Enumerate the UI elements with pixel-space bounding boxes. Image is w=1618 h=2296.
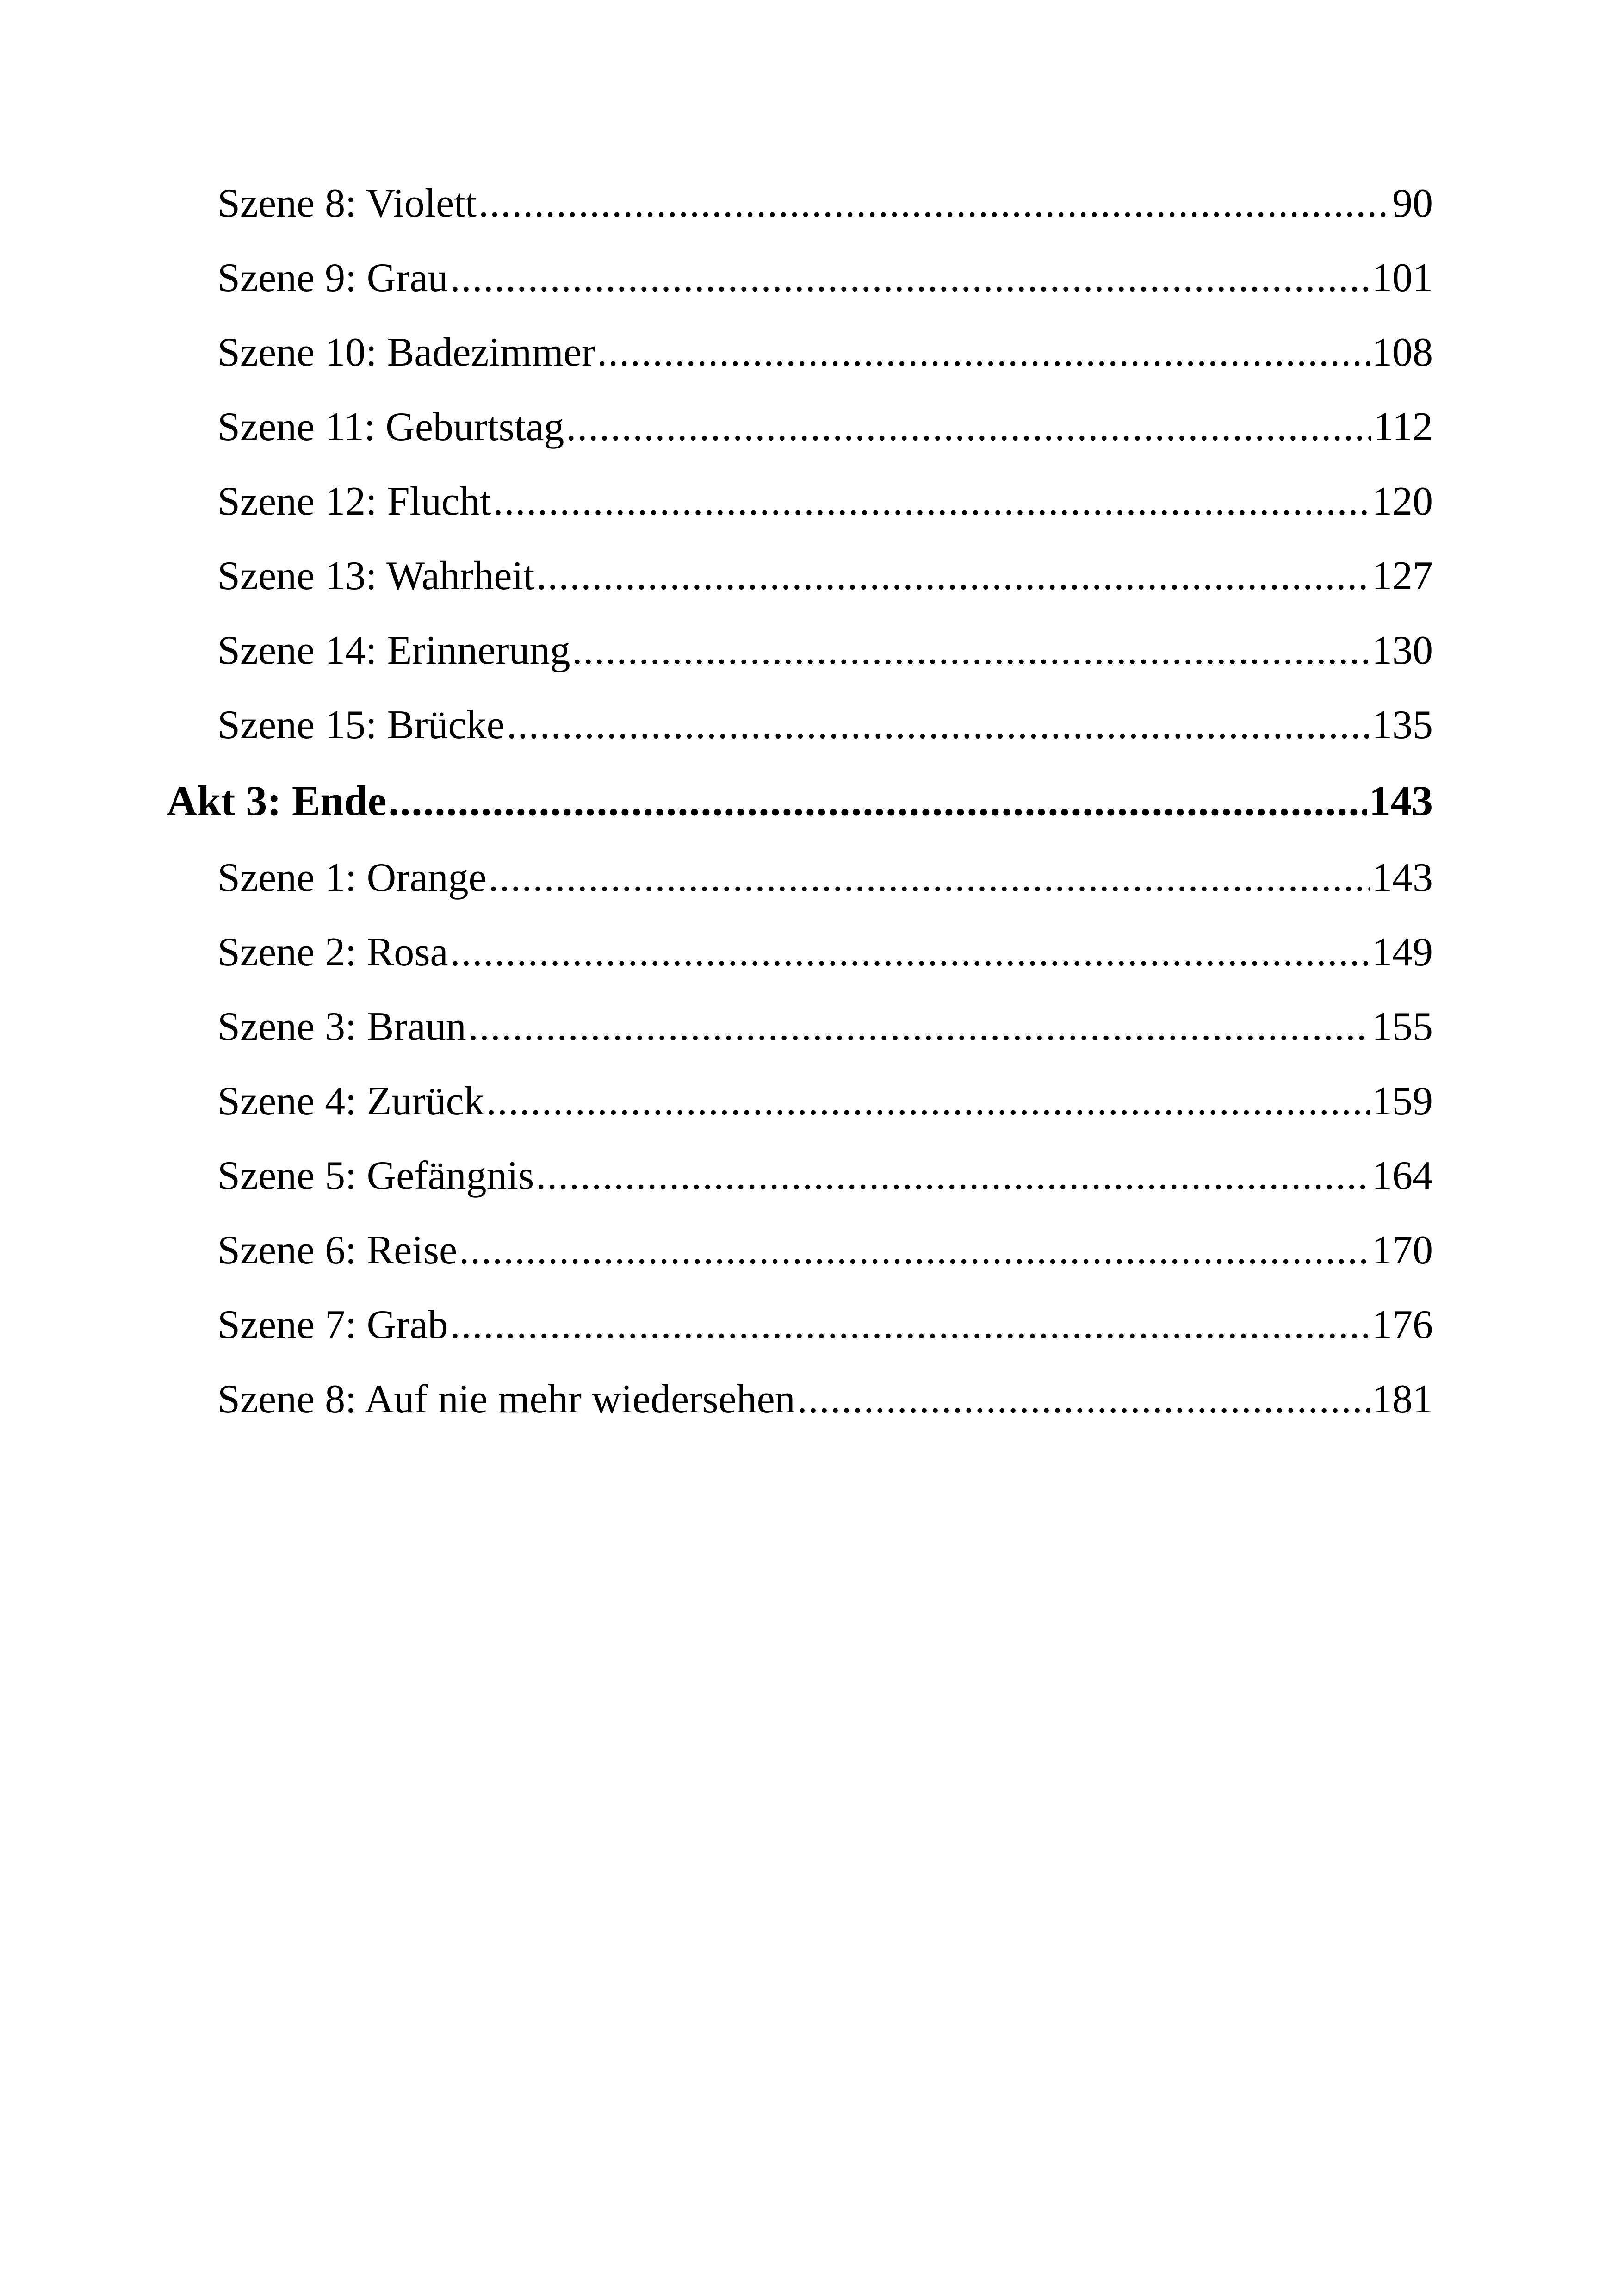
toc-page-number: 159 <box>1372 1079 1433 1124</box>
toc-entry-label: Szene 1: Orange <box>217 855 487 900</box>
toc-entry-label: Szene 11: Geburtstag <box>217 404 564 449</box>
toc-page-number: 112 <box>1373 404 1433 449</box>
toc-page-number: 170 <box>1372 1228 1433 1273</box>
toc-dot-leader <box>450 925 1370 980</box>
toc-dot-leader <box>797 1372 1370 1427</box>
toc-page-number: 120 <box>1372 479 1433 524</box>
toc-entry[interactable] <box>217 1372 1433 1427</box>
toc-entry-label: Szene 15: Brücke <box>217 703 505 747</box>
toc-entry[interactable] <box>217 925 1433 980</box>
toc-entry-label: Szene 9: Grau <box>217 255 448 300</box>
toc-entry[interactable] <box>217 1074 1433 1129</box>
toc-entry-label: Szene 8: Violett <box>217 181 477 226</box>
toc-dot-leader <box>536 548 1370 604</box>
toc-entry-label: Szene 4: Zurück <box>217 1079 484 1124</box>
toc-entry[interactable] <box>217 325 1433 380</box>
toc-page-number: 90 <box>1392 181 1433 226</box>
toc-dot-leader <box>566 399 1371 455</box>
toc-page-number: 143 <box>1372 855 1433 900</box>
toc-entry[interactable] <box>217 850 1433 906</box>
toc-entry-label: Szene 3: Braun <box>217 1004 466 1049</box>
toc-dot-leader <box>478 176 1390 231</box>
toc-page-number: 143 <box>1369 777 1433 824</box>
toc-entry[interactable] <box>217 548 1433 604</box>
toc-entry-label: Szene 7: Grab <box>217 1302 448 1347</box>
toc-entry[interactable] <box>217 176 1433 231</box>
toc-entry-label: Szene 8: Auf nie mehr wiedersehen <box>217 1377 795 1422</box>
toc-dot-leader <box>536 1148 1370 1204</box>
toc-page-number: 101 <box>1372 255 1433 300</box>
toc-entry[interactable] <box>217 697 1433 753</box>
toc-dot-leader <box>489 850 1370 906</box>
toc-entry-label: Szene 2: Rosa <box>217 930 448 975</box>
toc-page-number: 164 <box>1372 1153 1433 1198</box>
toc-entry-label: Szene 6: Reise <box>217 1228 458 1273</box>
toc-page-number: 149 <box>1372 930 1433 975</box>
toc-page-number: 108 <box>1372 330 1433 375</box>
toc-dot-leader <box>572 623 1370 678</box>
toc-entry[interactable] <box>217 399 1433 455</box>
toc-entry[interactable] <box>217 250 1433 306</box>
toc-dot-leader <box>459 1223 1370 1278</box>
toc-entry-label: Szene 14: Erinnerung <box>217 628 570 673</box>
toc-entry-label: Szene 5: Gefängnis <box>217 1153 534 1198</box>
toc-page-number: 155 <box>1372 1004 1433 1049</box>
toc-page-number: 130 <box>1372 628 1433 673</box>
toc-dot-leader <box>507 697 1370 753</box>
toc-entry[interactable] <box>217 623 1433 678</box>
toc-entry[interactable] <box>217 1148 1433 1204</box>
toc-dot-leader <box>450 250 1370 306</box>
toc-entry[interactable] <box>217 999 1433 1055</box>
toc-dot-leader <box>486 1074 1370 1129</box>
toc-dot-leader <box>450 1297 1370 1353</box>
toc-page-number: 127 <box>1372 554 1433 598</box>
toc-page-number: 135 <box>1372 703 1433 747</box>
toc-dot-leader <box>493 474 1370 529</box>
toc-page-number: 176 <box>1372 1302 1433 1347</box>
toc-dot-leader <box>388 773 1367 828</box>
toc-entry[interactable] <box>217 1297 1433 1353</box>
toc-entry-label: Akt 3: Ende <box>167 777 387 824</box>
toc-page-number: 181 <box>1372 1377 1433 1422</box>
toc-act-heading[interactable] <box>167 773 1433 828</box>
toc-dot-leader <box>468 999 1370 1055</box>
toc-dot-leader <box>597 325 1370 380</box>
toc-entry-label: Szene 12: Flucht <box>217 479 491 524</box>
toc-entry[interactable] <box>217 1223 1433 1278</box>
toc-entry-label: Szene 13: Wahrheit <box>217 554 535 598</box>
toc-entry-label: Szene 10: Badezimmer <box>217 330 595 375</box>
toc-entry[interactable] <box>217 474 1433 529</box>
